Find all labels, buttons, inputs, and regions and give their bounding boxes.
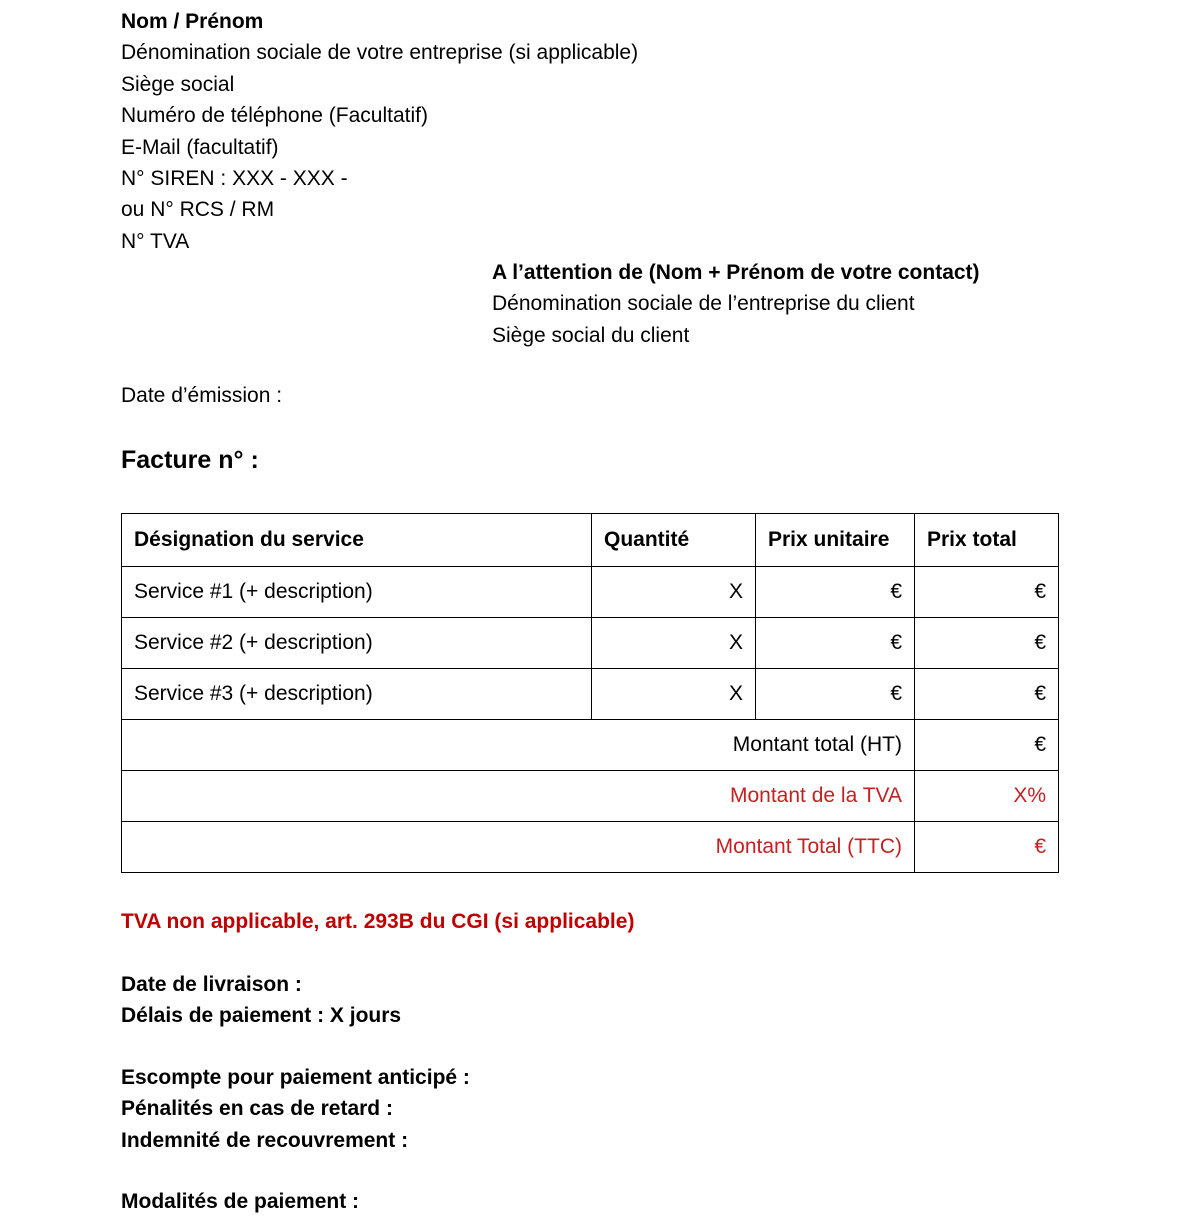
issuer-line-4: E-Mail (facultatif) [121,135,279,159]
invoice-items-table [121,513,1059,873]
service-designation: Service #2 (+ description) [122,618,592,669]
issue-date-text: Date d’émission : [121,384,283,407]
service-quantity: X [592,618,756,669]
column-header-total-price: Prix total [915,514,1059,567]
invoice-table-header [122,514,1059,567]
issuer-line-1: Dénomination sociale de votre entreprise (si applicable) [121,41,639,65]
issuer-line-0: Nom / Prénom [121,10,264,33]
payment-methods-block [121,1186,359,1217]
service-designation: Service #3 (+ description) [122,669,592,720]
payment-term-line-1: Pénalités en cas de retard : [121,1097,393,1121]
issue-date-label [121,380,282,411]
invoice-number-heading [121,443,259,477]
table-row [122,618,1059,669]
service-total-price: € [915,567,1059,618]
service-quantity: X [592,567,756,618]
invoice-table-body [122,567,1059,873]
table-header-row [122,514,1059,567]
issuer-line-5: N° SIREN : XXX - XXX - [121,167,348,191]
service-designation: Service #1 (+ description) [122,567,592,618]
total-value: X% [915,771,1059,822]
column-header-unit-price: Prix unitaire [756,514,915,567]
service-unit-price: € [756,567,915,618]
client-line-1: Dénomination sociale de l’entreprise du client [492,292,915,316]
service-total-price: € [915,618,1059,669]
client-line-2: Siège social du client [492,323,690,347]
column-header-quantity: Quantité [592,514,756,567]
table-row [122,567,1059,618]
service-unit-price: € [756,669,915,720]
column-header-designation: Désignation du service [122,514,592,567]
total-label: Montant de la TVA [122,771,915,822]
totals-row [122,720,1059,771]
payment-terms-block [121,1062,470,1156]
issuer-line-3: Numéro de téléphone (Facultatif) [121,104,428,128]
client-details-block [492,257,980,351]
issuer-line-6: ou N° RCS / RM [121,198,275,222]
service-quantity: X [592,669,756,720]
totals-row [122,771,1059,822]
delivery-terms-block [121,969,401,1032]
table-row [122,669,1059,720]
totals-row [122,822,1059,873]
total-label: Montant Total (TTC) [122,822,915,873]
issuer-line-7: N° TVA [121,229,190,253]
service-total-price: € [915,669,1059,720]
payment-term-line-2: Indemnité de recouvrement : [121,1128,409,1152]
delivery-line-0: Date de livraison : [121,973,302,996]
service-unit-price: € [756,618,915,669]
client-line-0: A l’attention de (Nom + Prénom de votre contact) [492,261,980,284]
issuer-details-block [121,6,638,257]
vat-notice-text: TVA non applicable, art. 293B du CGI (si applicable) [121,910,635,933]
total-value: € [915,720,1059,771]
issuer-line-2: Siège social [121,72,235,96]
delivery-line-1: Délais de paiement : X jours [121,1004,402,1028]
total-value: € [915,822,1059,873]
vat-exemption-notice [121,906,634,937]
payment-methods-text: Modalités de paiement : [121,1190,360,1213]
invoice-number-text: Facture n° : [121,446,259,474]
payment-term-line-0: Escompte pour paiement anticipé : [121,1066,470,1089]
total-label: Montant total (HT) [122,720,915,771]
